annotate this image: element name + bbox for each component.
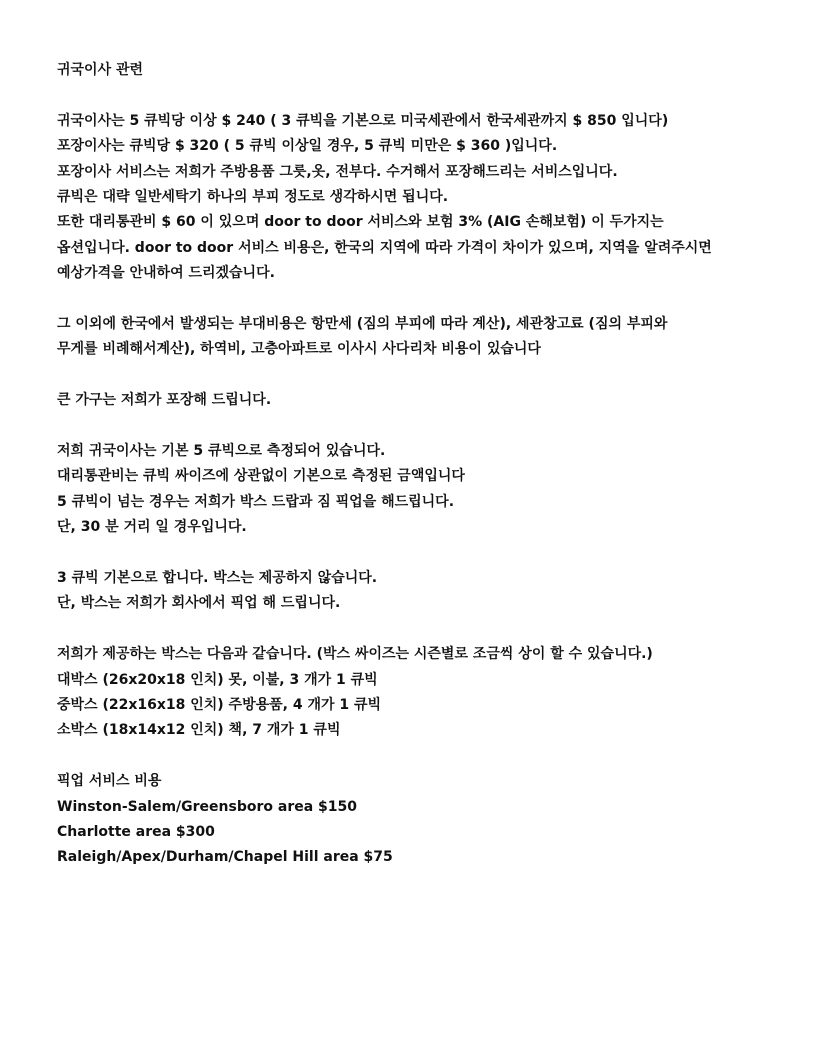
paragraph-box-pickup: [57, 566, 767, 617]
paragraph-box-sizes: [57, 642, 767, 744]
text-line: 단, 30 분 거리 일 경우입니다.: [57, 519, 247, 536]
box-size-item: 대박스 (26x20x18 인치) 못, 이불, 3 개가 1 큐빅: [57, 671, 378, 688]
paragraph-pickup-fees: [57, 769, 767, 871]
text-line: 예상가격을 안내하여 드리겠습니다.: [57, 265, 275, 282]
text-line: 또한 대리통관비 $ 60 이 있으며 door to door 서비스와 보험 3% (AIG 손해보험) 이 두가지는: [57, 214, 664, 231]
paragraph-gap: [57, 363, 767, 388]
text-line: 그 이외에 한국에서 발생되는 부대비용은 항만세 (짐의 부피에 따라 계산), 세관창고료 (짐의 부피와: [57, 316, 668, 333]
paragraph-furniture: [57, 388, 767, 413]
paragraph-gap: [57, 83, 767, 108]
text-line: 귀국이사는 5 큐빅당 이상 $ 240 ( 3 큐빅을 기본으로 미국세관에서 한국세관까지 $ 850 입니다): [57, 112, 669, 129]
box-size-item: 중박스 (22x16x18 인치) 주방용품, 4 개가 1 큐빅: [57, 697, 382, 714]
paragraph-gap: [57, 414, 767, 439]
text-line: 저희 귀국이사는 기본 5 큐빅으로 측정되어 있습니다.: [57, 443, 386, 460]
pickup-fee-item: Raleigh/Apex/Durham/Chapel Hill area $75: [57, 849, 393, 866]
pickup-fee-item: Charlotte area $300: [57, 824, 215, 841]
pickup-fee-item: Winston-Salem/Greensboro area $150: [57, 798, 358, 815]
text-line: 대리통관비는 큐빅 싸이즈에 상관없이 기본으로 측정된 금액입니다: [57, 468, 465, 485]
document-body: [57, 58, 767, 871]
text-line: 5 큐빅이 넘는 경우는 저희가 박스 드랍과 짐 픽업을 해드립니다.: [57, 493, 455, 510]
section-heading: 픽업 서비스 비용: [57, 773, 162, 790]
text-line: 단, 박스는 저희가 회사에서 픽업 해 드립니다.: [57, 595, 341, 612]
paragraph-gap: [57, 541, 767, 566]
text-line: 옵션입니다. door to door 서비스 비용은, 한국의 지역에 따라 가격이 차이가 있으며, 지역을 알려주시면: [57, 239, 712, 256]
paragraph-gap: [57, 744, 767, 769]
paragraph-pricing: [57, 109, 767, 287]
text-line: 포장이사 서비스는 저희가 주방용품 그릇,옷, 전부다. 수거해서 포장해드리는 서비스입니다.: [57, 163, 618, 180]
paragraph-gap: [57, 287, 767, 312]
paragraph-gap: [57, 617, 767, 642]
text-line: 큐빅은 대략 일반세탁기 하나의 부피 정도로 생각하시면 됩니다.: [57, 189, 449, 206]
text-line: 저희가 제공하는 박스는 다음과 같습니다. (박스 싸이즈는 시즌별로 조금씩 상이 할 수 있습니다.): [57, 646, 653, 663]
text-line: 무게를 비례해서계산), 하역비, 고층아파트로 이사시 사다리차 비용이 있습니다: [57, 341, 541, 358]
box-size-item: 소박스 (18x14x12 인치) 책, 7 개가 1 큐빅: [57, 722, 341, 739]
document-title: 귀국이사 관련: [57, 62, 144, 78]
text-line: 3 큐빅 기본으로 합니다. 박스는 제공하지 않습니다.: [57, 570, 378, 587]
paragraph-extra-costs: [57, 312, 767, 363]
paragraph-basic-volume: [57, 439, 767, 541]
text-line: 포장이사는 큐빅당 $ 320 ( 5 큐빅 이상일 경우, 5 큐빅 미만은 $ 360 )입니다.: [57, 138, 558, 155]
text-line: 큰 가구는 저희가 포장해 드립니다.: [57, 392, 272, 409]
